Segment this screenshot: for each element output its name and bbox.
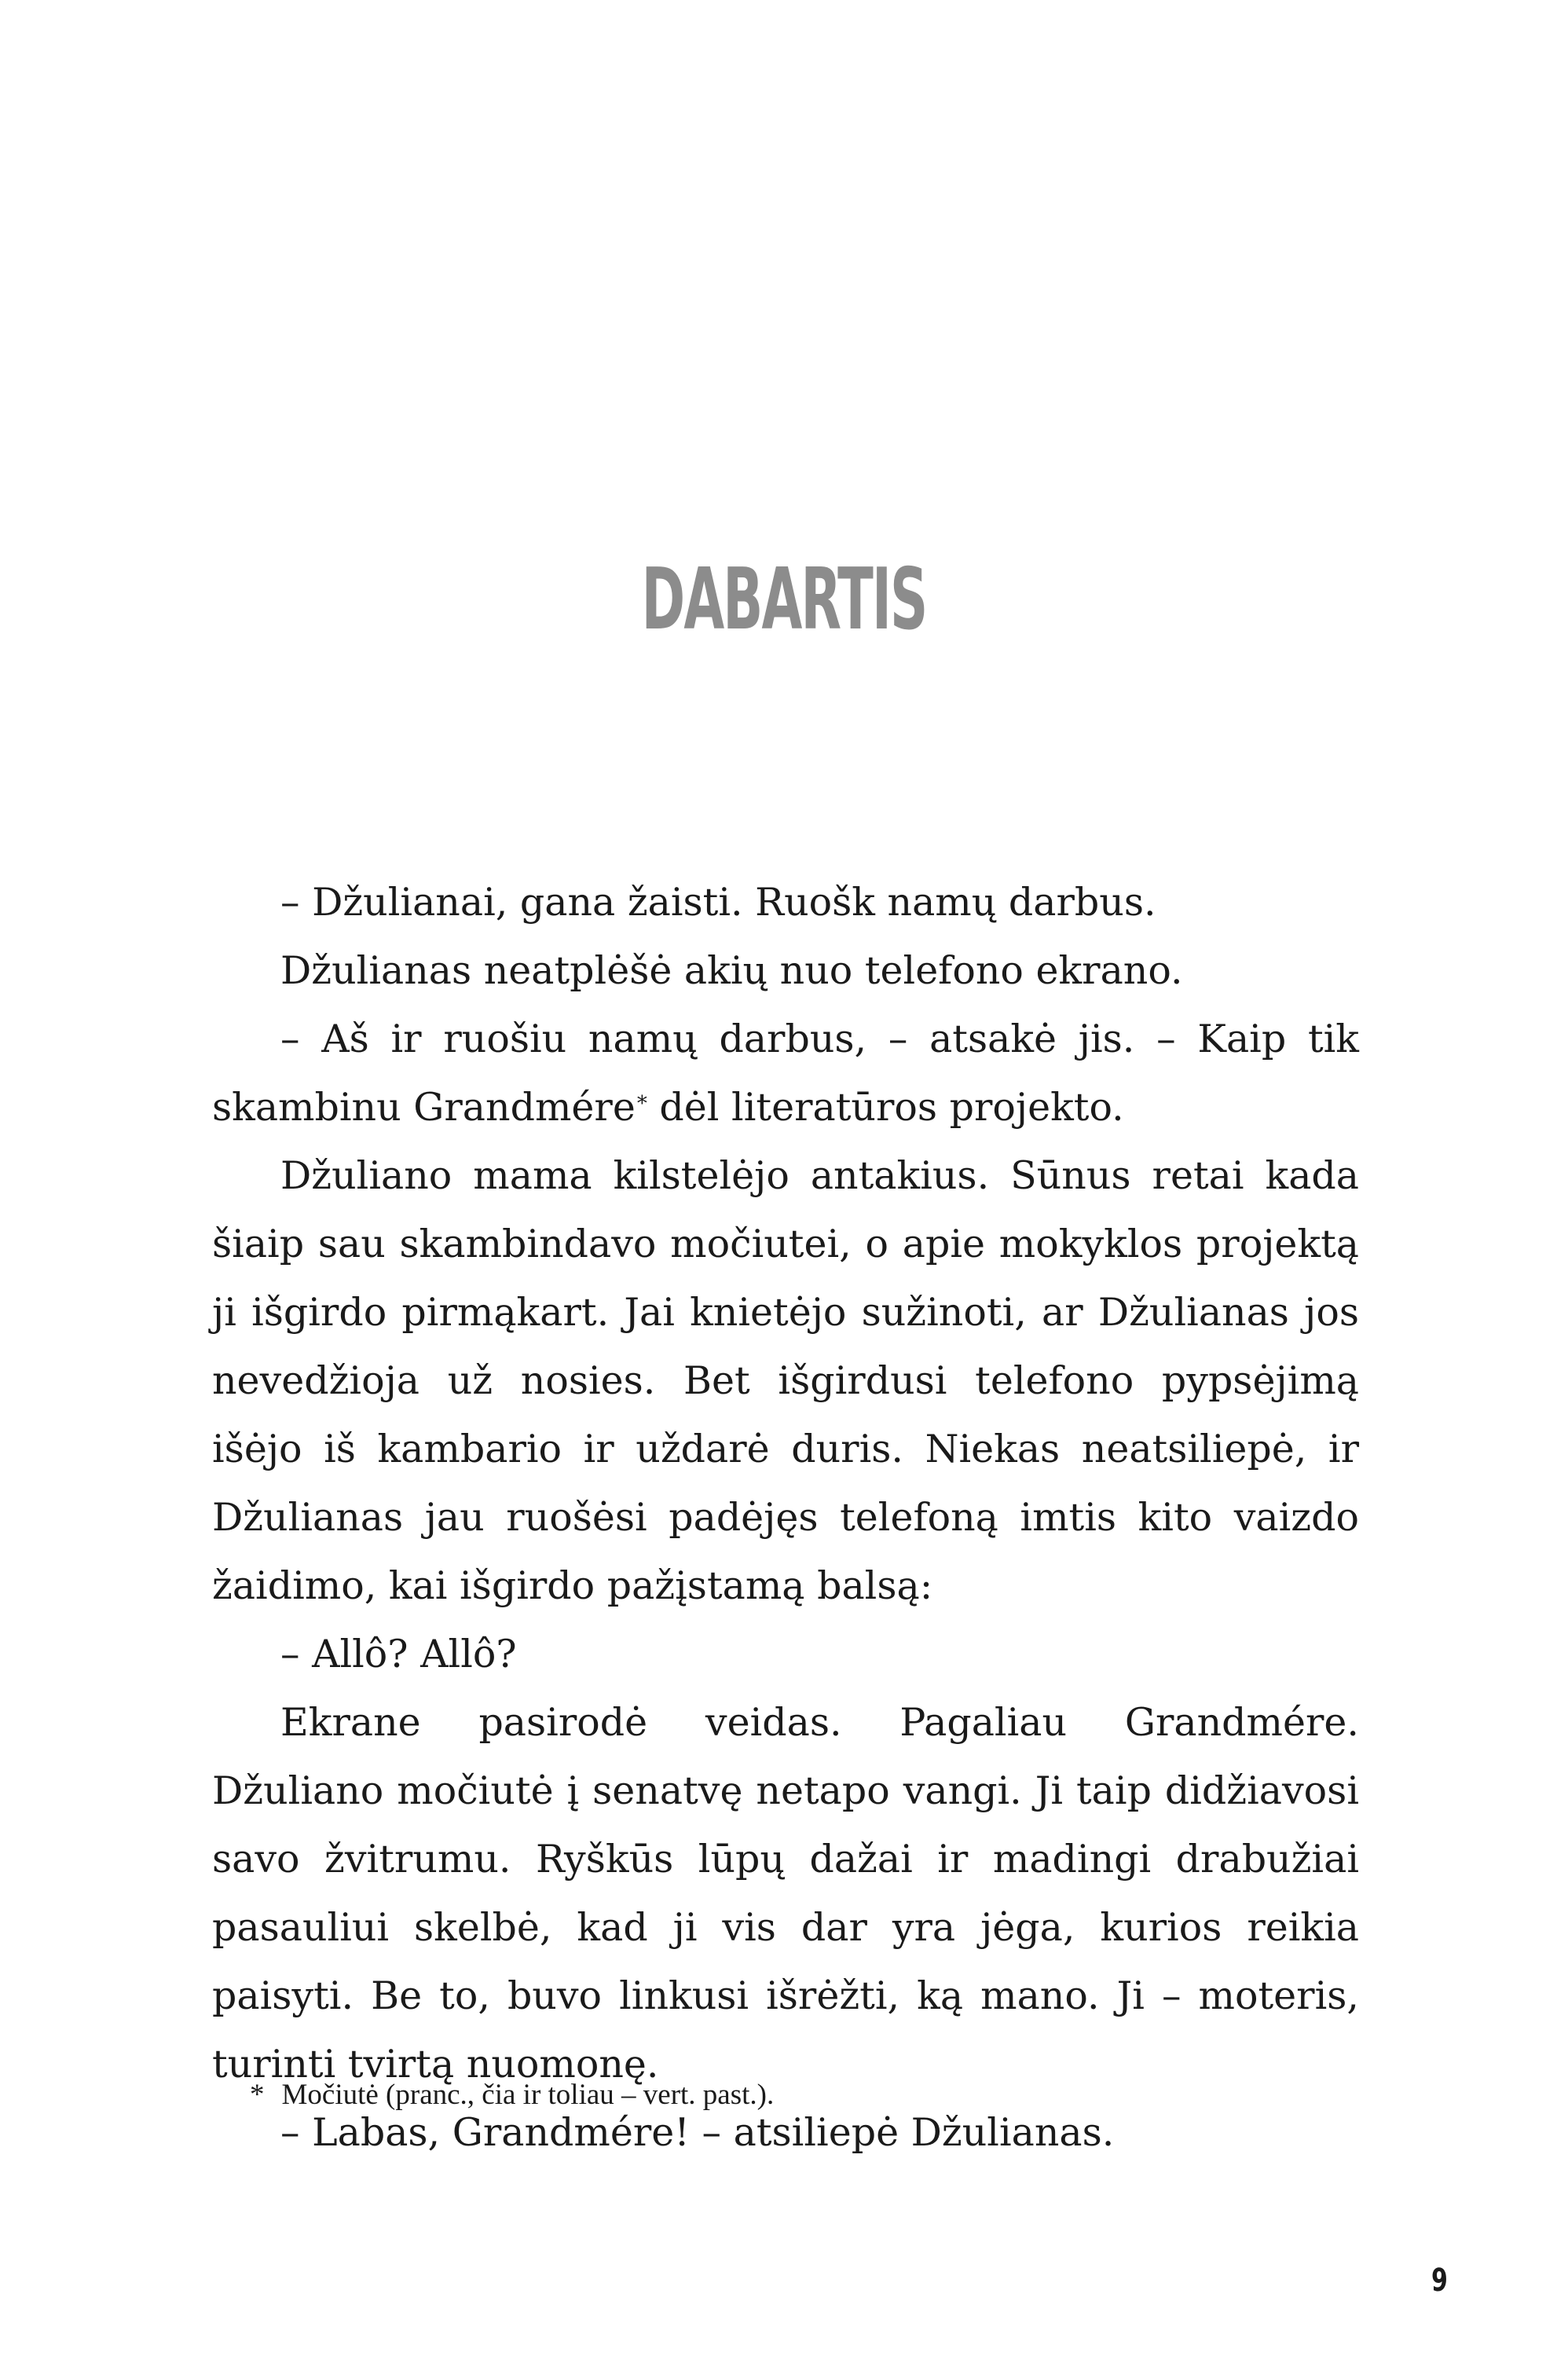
body-text [212,868,1359,2167]
paragraph: Džulianas neatplėšė akių nuo telefono ekrano. [280,948,1183,993]
paragraph: Džuliano mama kilstelėjo antakius. Sūnus retai kada šiaip sau skambindavo močiutei, o apie mokyklos projektą ji išgirdo pirmąkart. Jai knietėjo sužinoti, ar Džulianas jos nevedžioja už nosies. Bet išgirdusi telefono pypsėjimą išėjo iš kambario ir uždarė duris. Niekas neatsiliepė, ir Džulianas jau ruošėsi padėjęs telefoną imtis kito vaizdo žaidimo, kai išgirdo pažįstamą balsą: [212,1153,1359,1608]
footnote-text: Močiutė (pranc., čia ir toliau – vert. past.). [281,2079,775,2111]
footnote [250,2080,774,2109]
chapter-title: DABARTIS [641,551,927,649]
paragraph: – Labas, Grandmére! – atsiliepė Džulianas. [280,2110,1115,2155]
paragraph [212,1005,1359,1141]
paragraph: Ekrane pasirodė veidas. Pagaliau Grandmére. Džuliano močiutė į senatvę netapo vangi. Ji taip didžiavosi savo žvitrumu. Ryškūs lūpų dažai ir madingi drabužiai pasauliui skelbė, kad ji vis dar yra jėga, kurios reikia paisyti. Be to, buvo linkusi išrėžti, ką mano. Ji – moteris, turinti tvirtą nuomonę. [212,1700,1359,2087]
footnote-reference: * [636,1092,647,1116]
page-number: 9 [1431,2263,1448,2299]
paragraph: – Allô? Allô? [280,1632,517,1676]
paragraph-text: dėl literatūros projekto. [647,1085,1124,1130]
footnote-marker: * [250,2079,265,2111]
paragraph: – Džulianai, gana žaisti. Ruošk namų darbus. [280,880,1156,925]
paragraph-text: – Aš ir ruošiu namų darbus, – atsakė jis. – Kaip tik skambinu Grandmére [212,1017,1359,1130]
